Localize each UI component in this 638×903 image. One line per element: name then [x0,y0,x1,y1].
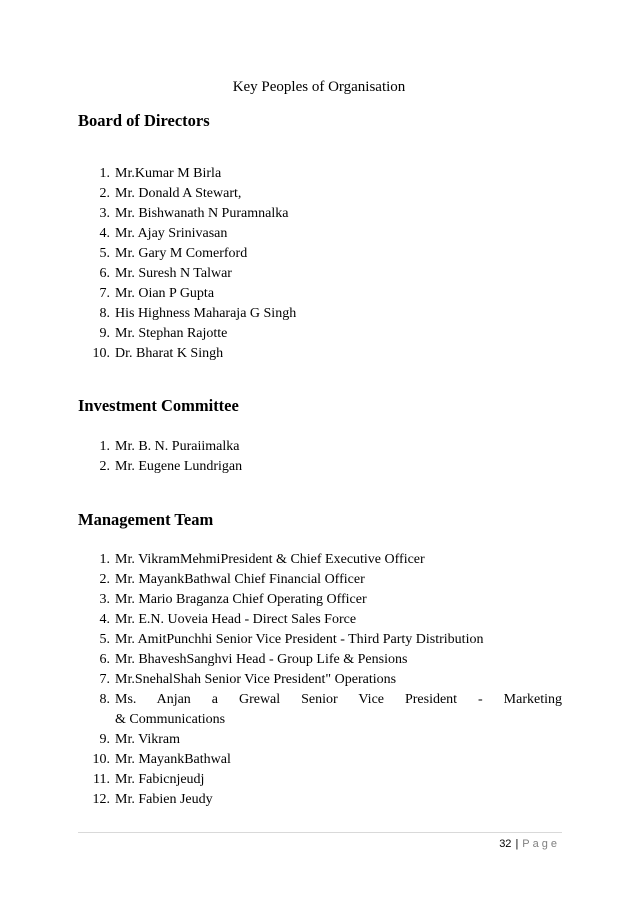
list-item: 4. Mr. Ajay Srinivasan [99,226,228,241]
list-item: 7. Mr. Oian P Gupta [99,286,215,301]
list-item: 6. Mr. Suresh N Talwar [99,266,232,281]
list-item: 12. Mr. Fabien Jeudy [92,792,213,807]
list-item: 3. Mr. Bishwanath N Puramnalka [99,206,289,221]
list-item: 9. Mr. Vikram [99,732,181,747]
list-item: 2. Mr. Eugene Lundrigan [99,459,243,474]
list-item: 8. His Highness Maharaja G Singh [99,306,297,321]
list-item: 11. Mr. Fabicnjeudj [93,772,205,787]
management-list [78,550,562,810]
list-item: 10. Mr. MayankBathwal [92,752,231,767]
management-heading: Management Team [78,510,214,529]
list-item: 10. Dr. Bharat K Singh [92,346,224,361]
page-word: Page [522,838,560,850]
list-item: 8. Ms. Anjan a Grewal Senior Vice President - Marketing & Communications [99,692,562,727]
footer-divider [78,832,562,833]
page-title: Key Peoples of Organisation [232,79,406,95]
list-item: 2. Mr. Donald A Stewart, [99,186,242,201]
page-number: 32 [499,838,512,850]
list-item: 6. Mr. BhaveshSanghvi Head - Group Life & Pensions [99,652,408,667]
list-item: 1. Mr. B. N. Puraiimalka [99,439,240,454]
list-item: 4. Mr. E.N. Uoveia Head - Direct Sales Force [99,612,357,627]
list-item: 9. Mr. Stephan Rajotte [99,326,228,341]
list-item: 2. Mr. MayankBathwal Chief Financial Officer [99,572,365,587]
board-heading: Board of Directors [78,111,210,130]
page-footer [499,838,560,850]
list-item: 7. Mr.SnehalShah Senior Vice President" Operations [99,672,397,687]
list-item: 5. Mr. Gary M Comerford [99,246,248,261]
list-item: 1. Mr.Kumar M Birla [99,166,222,181]
list-item: 1. Mr. VikramMehmiPresident & Chief Executive Officer [99,552,425,567]
list-item: 3. Mr. Mario Braganza Chief Operating Officer [99,592,367,607]
investment-heading: Investment Committee [78,396,239,415]
board-list [78,164,562,364]
list-item: 5. Mr. AmitPunchhi Senior Vice President - Third Party Distribution [99,632,484,647]
footer-separator: | [515,838,519,850]
investment-list [78,437,562,477]
